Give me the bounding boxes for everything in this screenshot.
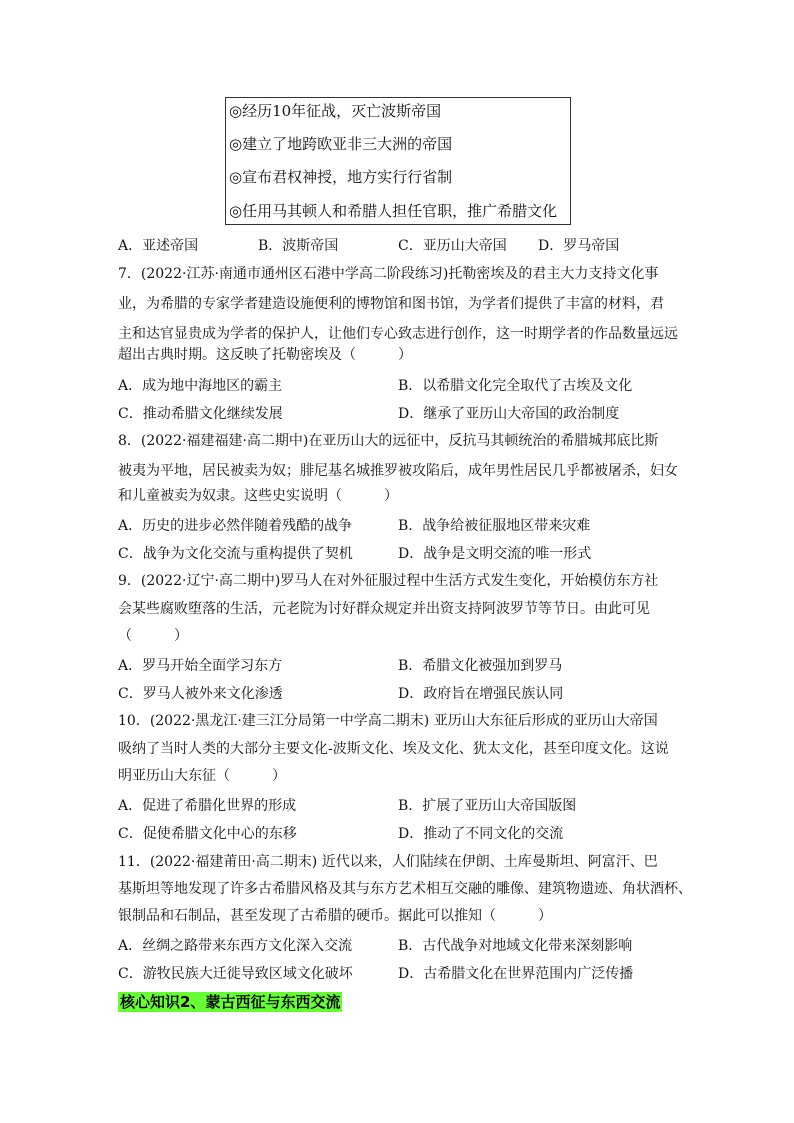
q8-stem-line: 和儿童被卖为奴隶。这些史实说明（ ） [118, 488, 398, 504]
q10-option-b: B．扩展了亚历山大帝国版图 [398, 798, 577, 814]
q8-stem-line: 8．(2022·福建福建·高二期中)在亚历山大的远征中，反抗马其顿统治的希腊城邦底比斯 [118, 433, 659, 449]
q8-option-b: B．战争给被征服地区带来灾难 [398, 518, 591, 534]
q9-option-a: A．罗马开始全面学习东方 [118, 658, 283, 674]
q7-stem-line: 超出古典时期。这反映了托勒密埃及（ ） [118, 347, 412, 363]
q11-option-a: A．丝绸之路带来东西方文化深入交流 [118, 938, 353, 954]
q10-option-d: D．推动了不同文化的交流 [398, 826, 564, 842]
q10-option-a: A．促进了希腊化世界的形成 [118, 798, 297, 814]
quote-box [225, 97, 571, 225]
q9-stem-line: 9．(2022·辽宁·高二期中)罗马人在对外征服过程中生活方式发生变化，开始模仿东方社 [118, 573, 659, 589]
q9-option-d: D．政府旨在增强民族认同 [398, 686, 564, 702]
q11-stem-line: 11．(2022·福建莆田·高二期末) 近代以来，人们陆续在伊朗、土库曼斯坦、阿富汗、巴 [118, 854, 658, 870]
q8-stem-line: 被夷为平地，居民被卖为奴；腓尼基名城推罗被攻陷后，成年男性居民几乎都被屠杀，妇女 [118, 463, 678, 479]
q9-option-b: B．希腊文化被强加到罗马 [398, 658, 563, 674]
q6-option-c: C．亚历山大帝国 [398, 238, 507, 254]
q6-option-d: D．罗马帝国 [538, 238, 620, 254]
q7-option-b: B．以希腊文化完全取代了古埃及文化 [398, 378, 633, 394]
q8-option-a: A．历史的进步必然伴随着残酷的战争 [118, 518, 353, 534]
q11-option-c: C．游牧民族大迁徙导致区域文化破坏 [118, 966, 353, 982]
q7-stem-line: 业，为希腊的专家学者建造设施便利的博物馆和图书馆，为学者们提供了丰富的材料，君 [118, 296, 664, 312]
q10-stem-line: 10．(2022·黑龙江·建三江分局第一中学高二期末) 亚历山大东征后形成的亚历山大帝国 [118, 713, 658, 729]
q11-option-b: B．古代战争对地域文化带来深刻影响 [398, 938, 633, 954]
q10-stem-line: 明亚历山大东征（ ） [118, 768, 286, 784]
q6-option-a: A．亚述帝国 [118, 238, 199, 254]
box-item: ◎建立了地跨欧亚非三大洲的帝国 [229, 135, 453, 153]
q8-option-d: D．战争是文明交流的唯一形式 [398, 546, 592, 562]
q7-option-a: A．成为地中海地区的霸主 [118, 378, 283, 394]
q7-option-c: C．推动希腊文化继续发展 [118, 406, 283, 422]
q7-stem-line: 7．(2022·江苏·南通市通州区石港中学高二阶段练习)托勒密埃及的君主大力支持文化事 [118, 266, 659, 282]
q11-stem-line: 银制品和石制品，甚至发现了古希腊的硬币。据此可以推知（ ） [118, 908, 552, 924]
q7-stem-line: 主和达官显贵成为学者的保护人，让他们专心致志进行创作，这一时期学者的作品数量远远 [118, 326, 678, 342]
q7-option-d: D．继承了亚历山大帝国的政治制度 [398, 406, 620, 422]
q11-stem-line: 基斯坦等地发现了许多古希腊风格及其与东方艺术相互交融的雕像、建筑物遗迹、角状酒杯、 [118, 881, 692, 897]
q9-stem-line: 会某些腐败堕落的生活，元老院为讨好群众规定并出资支持阿波罗节等节日。由此可见 [118, 601, 650, 617]
q10-stem-line: 吸纳了当时人类的大部分主要文化-波斯文化、埃及文化、犹太文化，甚至印度文化。这说 [118, 741, 669, 757]
q11-option-d: D．古希腊文化在世界范围内广泛传播 [398, 966, 634, 982]
section-heading: 核心知识2、蒙古西征与东西交流 [120, 993, 341, 1011]
q8-option-c: C．战争为文化交流与重构提供了契机 [118, 546, 353, 562]
q10-option-c: C．促使希腊文化中心的东移 [118, 826, 297, 842]
q9-stem-line: （ ） [118, 628, 188, 644]
q6-option-b: B．波斯帝国 [258, 238, 339, 254]
box-item: ◎经历10年征战，灭亡波斯帝国 [229, 102, 442, 120]
box-item: ◎宣布君权神授，地方实行行省制 [229, 168, 453, 186]
box-item: ◎任用马其顿人和希腊人担任官职，推广希腊文化 [229, 202, 558, 220]
q9-option-c: C．罗马人被外来文化渗透 [118, 686, 283, 702]
